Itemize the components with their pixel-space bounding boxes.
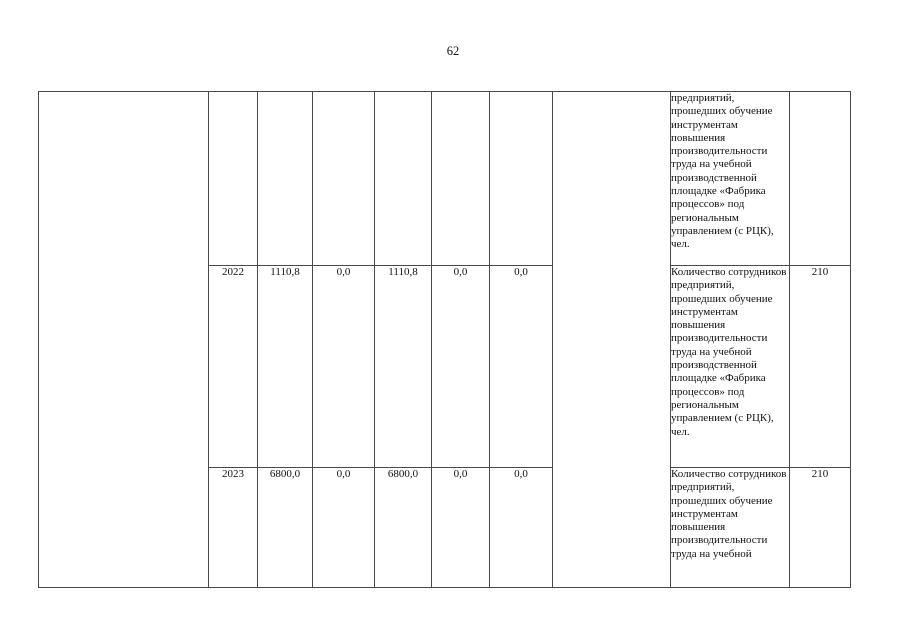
indicator-cell xyxy=(671,468,790,588)
total-cell: 1110,8 xyxy=(258,266,313,468)
year-cell xyxy=(209,92,258,266)
federal-cell xyxy=(313,92,375,266)
federal-cell: 0,0 xyxy=(313,266,375,468)
page-number: 62 xyxy=(446,44,460,58)
merged-name-cell xyxy=(39,92,209,588)
local-cell: 0,0 xyxy=(432,266,490,468)
extrabudget-cell: 0,0 xyxy=(490,266,553,468)
extrabudget-cell: 0,0 xyxy=(490,468,553,588)
indicator-cell: предприятий, прошедших обучение инструментам повышения производительности труда на учебной производственной площадке «Фабрика процессов» под региональным управлением (с РЦК), чел. xyxy=(671,92,790,266)
local-cell xyxy=(432,92,490,266)
year-cell: 2023 xyxy=(209,468,258,588)
local-cell: 0,0 xyxy=(432,468,490,588)
extrabudget-cell xyxy=(490,92,553,266)
regional-cell: 1110,8 xyxy=(375,266,432,468)
year-cell: 2022 xyxy=(209,266,258,468)
regional-cell: 6800,0 xyxy=(375,468,432,588)
target-value-cell xyxy=(790,92,851,266)
budget-table xyxy=(38,91,851,588)
table-row xyxy=(39,92,851,266)
merged-responsible-cell xyxy=(553,92,671,588)
indicator-text: Количество сотрудников предприятий, прошедших обучение инструментам повышения производительности труда на учебной xyxy=(671,468,787,560)
total-cell xyxy=(258,92,313,266)
target-value-cell: 210 xyxy=(790,468,851,588)
indicator-cell: Количество сотрудников предприятий, прошедших обучение инструментам повышения производительности труда на учебной производственной площадке «Фабрика процессов» под региональным управлением (с РЦК), чел. xyxy=(671,266,790,468)
federal-cell: 0,0 xyxy=(313,468,375,588)
total-cell: 6800,0 xyxy=(258,468,313,588)
regional-cell xyxy=(375,92,432,266)
target-value-cell: 210 xyxy=(790,266,851,468)
